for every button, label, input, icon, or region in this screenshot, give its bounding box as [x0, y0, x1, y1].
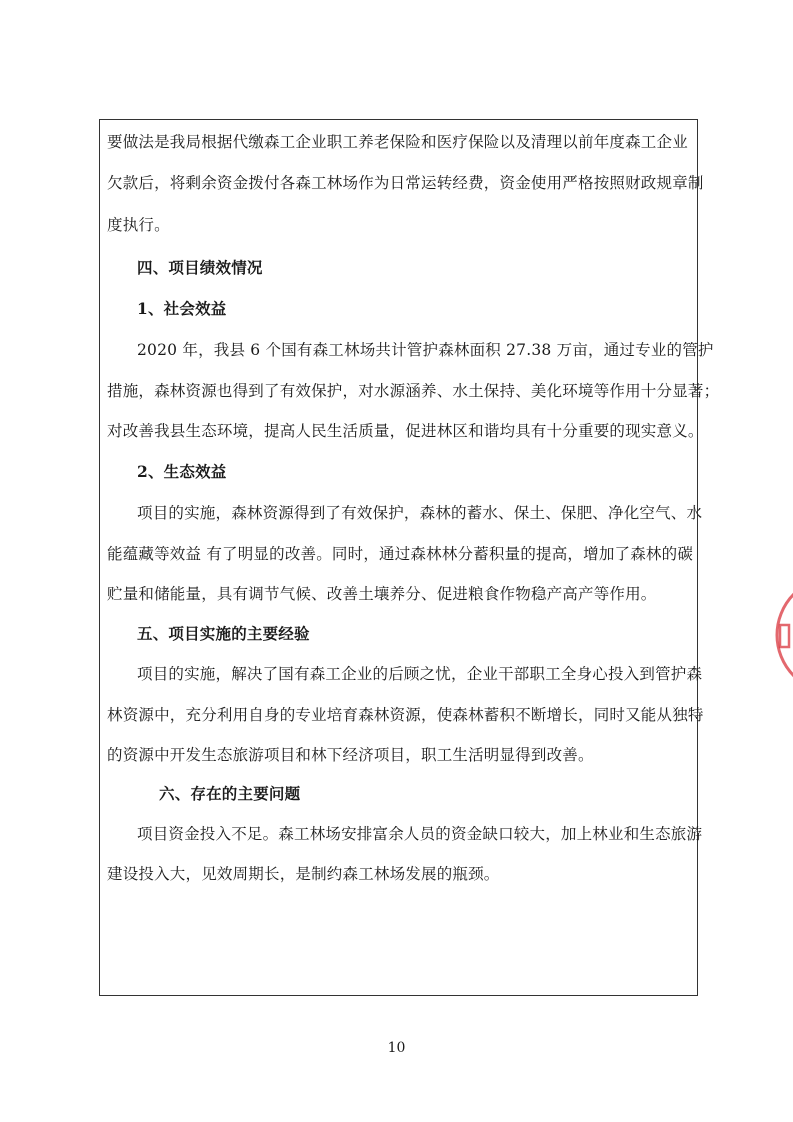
section-heading: 四、项目绩效情况	[137, 258, 263, 277]
page-number: 10	[387, 1040, 406, 1056]
body-line: 林资源中，充分利用自身的专业培育森林资源，使森林蓄积不断增长，同时又能从独特	[107, 706, 704, 724]
red-seal-stamp	[760, 585, 793, 685]
body-line: 能蕴藏等效益 有了明显的改善。同时，通过森林林分蓄积量的提高，增加了森林的碳	[107, 545, 694, 563]
section-heading: 六、存在的主要问题	[159, 784, 301, 803]
body-line: 对改善我县生态环境，提高人民生活质量，促进林区和谐均具有十分重要的现实意义。	[107, 422, 704, 440]
body-line: 2020 年，我县 6 个国有森工林场共计管护森林面积 27.38 万亩，通过专业的管护	[137, 341, 714, 359]
body-line: 欠款后，将剩余资金拨付各森工林场作为日常运转经费，资金使用严格按照财政规章制	[107, 174, 704, 192]
body-line: 的资源中开发生态旅游项目和林下经济项目，职工生活明显得到改善。	[107, 746, 594, 764]
body-line: 建设投入大，见效周期长，是制约森工林场发展的瓶颈。	[107, 865, 500, 883]
body-line: 项目的实施，解决了国有森工企业的后顾之忧，企业干部职工全身心投入到管护森	[137, 665, 703, 683]
subsection-heading: 1、社会效益	[137, 299, 227, 318]
body-line: 项目资金投入不足。森工林场安排富余人员的资金缺口较大，加上林业和生态旅游	[137, 825, 703, 843]
body-line: 项目的实施，森林资源得到了有效保护，森林的蓄水、保土、保肥、净化空气、水	[137, 504, 703, 522]
subsection-heading: 2、生态效益	[137, 462, 227, 481]
body-line: 措施，森林资源也得到了有效保护，对水源涵养、水土保持、美化环境等作用十分显著；	[107, 382, 720, 400]
body-line: 要做法是我局根据代缴森工企业职工养老保险和医疗保险以及清理以前年度森工企业	[107, 133, 688, 151]
body-line: 贮量和储能量，具有调节气候、改善土壤养分、促进粮食作物稳产高产等作用。	[107, 585, 657, 603]
body-line: 度执行。	[107, 216, 170, 234]
section-heading: 五、项目实施的主要经验	[137, 624, 310, 643]
